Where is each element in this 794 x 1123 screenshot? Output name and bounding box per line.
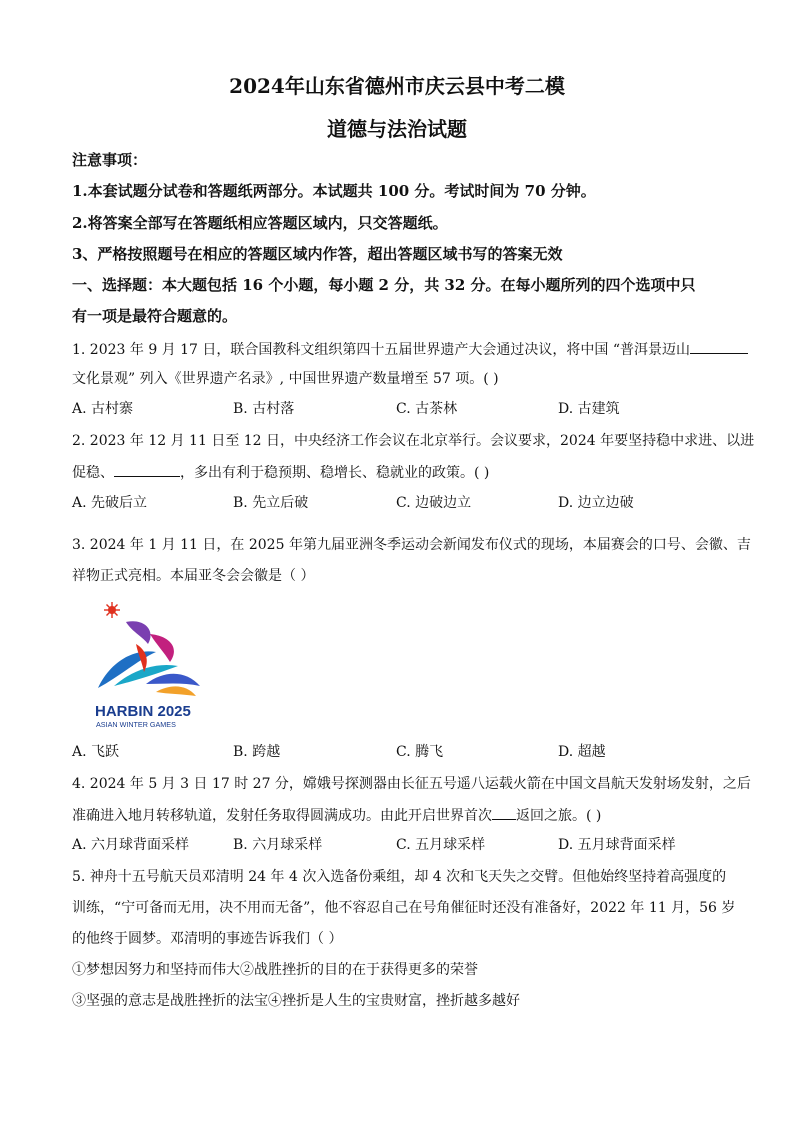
question-4-prefix: 准确进入地月转移轨道，发射任务取得圆满成功。由此开启世界首次 [72,808,492,824]
option-b: B. 六月球采样 [233,837,323,853]
question-2-line2 [72,462,489,483]
question-1-line2: 文化景观” 列入《世界遗产名录》, 中国世界遗产数量增至 57 项。( ) [72,371,499,387]
option-c: C. 腾飞 [396,744,444,760]
answer-blank [114,462,180,477]
option-c: C. 五月球采样 [396,837,486,853]
exam-title: 2024年山东省德州市庆云县中考二模 [229,74,565,98]
question-5-line1: 5. 神舟十五号航天员邓清明 24 年 4 次入选备份乘组，却 4 次和飞天失之交臂。但他始终坚持着高强度的 [72,869,727,885]
note-item: 1.本套试题分试卷和答题纸两部分。本试题共 100 分。考试时间为 70 分钟。 [72,182,596,200]
answer-blank [690,339,748,354]
harbin-2025-asian-winter-games-emblem [86,600,208,730]
note-item: 3、严格按照题号在相应的答题区域内作答，超出答题区域书写的答案无效 [72,245,563,263]
option-a: A. 飞跃 [72,744,120,760]
question-1-text [72,339,748,360]
option-d: D. 古建筑 [558,401,620,417]
question-5-statement: ③坚强的意志是战胜挫折的法宝④挫折是人生的宝贵财富，挫折越多越好 [72,993,520,1009]
answer-blank [492,805,516,820]
ribbon-shape [146,674,200,686]
question-4-suffix: 返回之旅。( ) [516,808,602,824]
option-c: C. 边破边立 [396,495,472,511]
section-heading: 一、选择题：本大题包括 16 个小题，每小题 2 分，共 32 分。在每小题所列的四个选项中只 [72,276,696,294]
ribbon-shape [150,634,174,662]
ribbon-shape [126,621,151,644]
option-b: B. 先立后破 [233,495,309,511]
note-item: 2.将答案全部写在答题纸相应答题区域内，只交答题纸。 [72,214,448,232]
emblem-subtitle-text: ASIAN WINTER GAMES [96,720,176,729]
option-d: D. 五月球背面采样 [558,837,676,853]
question-2-prefix: 促稳、 [72,465,114,481]
question-1-line1: 1. 2023 年 9 月 17 日，联合国教科文组织第四十五届世界遗产大会通过决议，将中国 “普洱景迈山 [72,342,691,358]
question-4-line1: 4. 2024 年 5 月 3 日 17 时 27 分，嫦娥号探测器由长征五号遥八运载火箭在中国文昌航天发射场发射，之后 [72,776,751,792]
question-5-line3: 的他终于圆梦。邓清明的事迹告诉我们（ ） [72,931,343,947]
sun-burst-icon [104,602,120,618]
emblem-title-text: HARBIN 2025 [95,703,191,720]
option-d: D. 超越 [558,744,606,760]
option-a: A. 先破后立 [72,495,148,511]
question-5-statement: ①梦想因努力和坚持而伟大②战胜挫折的目的在于获得更多的荣誉 [72,962,478,978]
question-3-line1: 3. 2024 年 1 月 11 日，在 2025 年第九届亚洲冬季运动会新闻发布仪式的现场，本届赛会的口号、会徽、吉 [72,537,751,553]
question-5-line2: 训练，“宁可备而无用，决不用而无备”，他不容忍自己在号角催征时还没有准备好，2022 年 11 月，56 岁 [72,900,736,916]
section-heading-cont: 有一项是最符合题意的。 [72,307,238,325]
option-c: C. 古茶林 [396,401,458,417]
exam-subject: 道德与法治试题 [327,117,467,141]
question-3-line2: 祥物正式亮相。本届亚冬会会徽是（ ） [72,568,315,584]
option-a: A. 古村寨 [72,401,134,417]
option-b: B. 古村落 [233,401,295,417]
option-a: A. 六月球背面采样 [72,837,190,853]
option-b: B. 跨越 [233,744,281,760]
notes-heading: 注意事项： [72,151,148,169]
ribbon-shape [156,686,196,696]
question-2-suffix: ，多出有利于稳预期、稳增长、稳就业的政策。( ) [180,465,490,481]
option-d: D. 边立边破 [558,495,634,511]
question-2-line1: 2. 2023 年 12 月 11 日至 12 日，中央经济工作会议在北京举行。会议要求，2024 年要坚持稳中求进、以进 [72,433,755,449]
question-4-line2 [72,805,601,826]
